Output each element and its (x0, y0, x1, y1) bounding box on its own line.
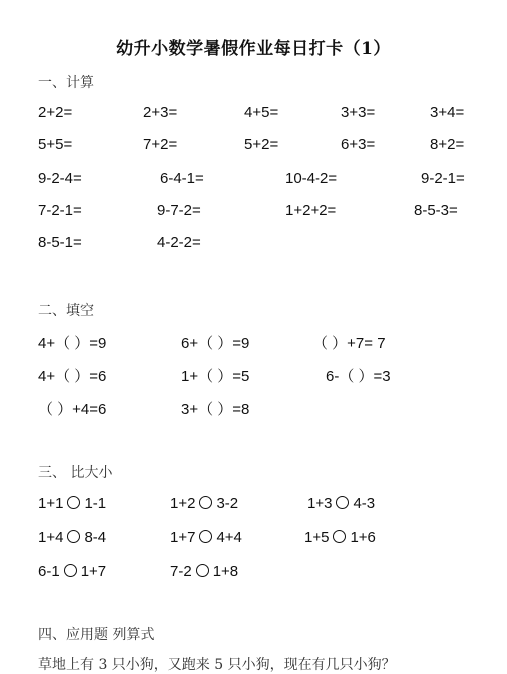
calc-item: 7+2= (143, 136, 178, 153)
section-heading-word: 四、应用题 列算式 (38, 627, 155, 643)
fill-item (313, 332, 386, 353)
calc-item: 9-2-1= (421, 170, 465, 187)
fill-item (38, 332, 106, 353)
compare-left: 1+2 (170, 495, 196, 512)
fill-item (181, 365, 249, 386)
calc-item: 2+3= (143, 104, 178, 121)
calc-item: 6+3= (341, 136, 376, 153)
fill-blank: （ ） (339, 368, 374, 385)
compare-left: 1+5 (304, 529, 330, 546)
compare-left: 1+1 (38, 495, 64, 512)
calc-item: 8+2= (430, 136, 465, 153)
fill-item-pre: 6- (326, 368, 340, 385)
section-heading-compare: 三、 比大小 (38, 465, 113, 481)
calc-item: 3+3= (341, 104, 376, 121)
fill-blank: （ ） (55, 368, 90, 385)
compare-item (304, 529, 376, 546)
compare-left: 6-1 (38, 563, 60, 580)
word-problem-text: 草地上有 3 只小狗，又跑来 5 只小狗，现在有几只小狗？ (38, 657, 396, 673)
compare-right: 3-2 (216, 495, 239, 512)
fill-blank: （ ） (198, 335, 233, 352)
compare-right: 4-3 (353, 495, 376, 512)
compare-item (170, 495, 238, 512)
fill-item-post: =3 (373, 368, 391, 385)
compare-circle-icon (196, 564, 209, 577)
page-title: 幼升小数学暑假作业每日打卡（1） (116, 39, 391, 59)
fill-item (38, 365, 106, 386)
fill-item-post: =5 (232, 368, 250, 385)
calc-item: 7-2-1= (38, 202, 82, 219)
compare-circle-icon (67, 530, 80, 543)
fill-item (326, 365, 391, 386)
calc-item: 10-4-2= (285, 170, 338, 187)
calc-item: 9-7-2= (157, 202, 201, 219)
compare-right: 1+7 (80, 563, 107, 580)
calc-item: 4+5= (244, 104, 279, 121)
compare-right: 1+6 (350, 529, 376, 546)
section-heading-calc: 一、计算 (38, 75, 94, 91)
fill-blank: （ ） (198, 401, 233, 418)
calc-item: 3+4= (430, 104, 465, 121)
fill-item-post: =6 (89, 368, 107, 385)
compare-right: 1+8 (212, 563, 239, 580)
fill-blank: （ ） (313, 335, 348, 352)
compare-left: 7-2 (170, 563, 192, 580)
compare-right: 8-4 (84, 529, 107, 546)
fill-item-post: =9 (89, 335, 107, 352)
compare-circle-icon (199, 496, 212, 509)
fill-item (38, 398, 106, 419)
calc-item: 8-5-1= (38, 234, 82, 251)
compare-item (170, 529, 242, 546)
fill-item-pre: 4+ (38, 335, 56, 352)
calc-item: 6-4-1= (160, 170, 204, 187)
fill-item-post: =9 (232, 335, 250, 352)
fill-item-post: +7= 7 (347, 335, 386, 352)
compare-circle-icon (64, 564, 77, 577)
fill-item (181, 398, 249, 419)
compare-item (38, 563, 106, 580)
compare-item (38, 495, 106, 512)
fill-item-pre: 1+ (181, 368, 199, 385)
calc-item: 8-5-3= (414, 202, 458, 219)
calc-item: 9-2-4= (38, 170, 82, 187)
calc-item: 1+2+2= (285, 202, 337, 219)
fill-item-pre: 4+ (38, 368, 56, 385)
fill-blank: （ ） (55, 335, 90, 352)
compare-right: 4+4 (216, 529, 242, 546)
compare-left: 1+3 (307, 495, 333, 512)
fill-item-post: +4=6 (72, 401, 107, 418)
compare-circle-icon (336, 496, 349, 509)
compare-circle-icon (67, 496, 80, 509)
compare-item (38, 529, 106, 546)
calc-item: 4-2-2= (157, 234, 201, 251)
fill-item-post: =8 (232, 401, 250, 418)
fill-blank: （ ） (38, 401, 73, 418)
section-heading-fill: 二、填空 (38, 303, 94, 319)
calc-item: 5+2= (244, 136, 279, 153)
compare-right: 1-1 (84, 495, 107, 512)
compare-left: 1+4 (38, 529, 64, 546)
compare-item (170, 563, 238, 580)
calc-item: 2+2= (38, 104, 73, 121)
fill-item (181, 332, 249, 353)
compare-circle-icon (199, 530, 212, 543)
compare-circle-icon (333, 530, 346, 543)
fill-blank: （ ） (198, 368, 233, 385)
fill-item-pre: 3+ (181, 401, 199, 418)
compare-item (307, 495, 375, 512)
calc-item: 5+5= (38, 136, 73, 153)
fill-item-pre: 6+ (181, 335, 199, 352)
compare-left: 1+7 (170, 529, 196, 546)
